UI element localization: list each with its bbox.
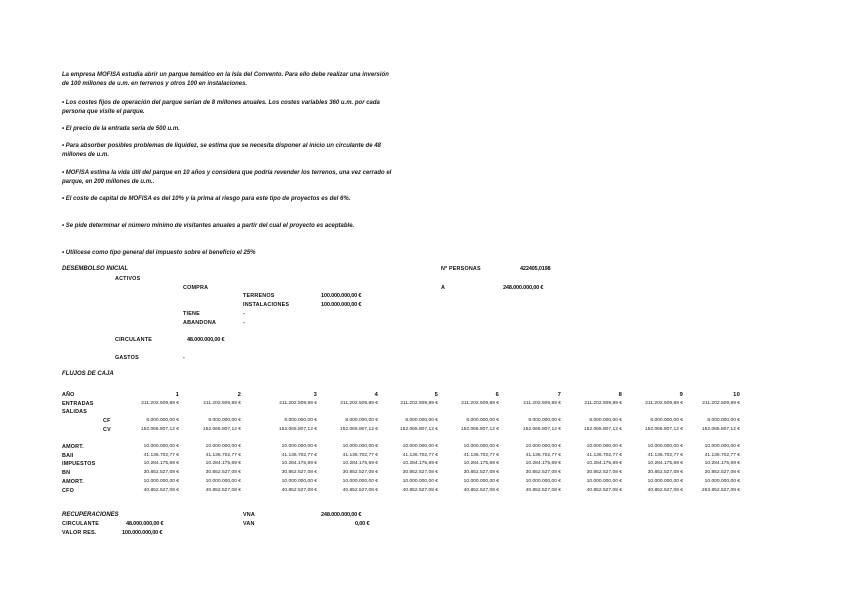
instalaciones-value: 100.000.000,00 € (321, 302, 362, 308)
gastos-label: GASTOS (115, 355, 139, 361)
flow-cell: 41.136.702,77 € (143, 453, 179, 458)
flow-cell: 10.000.000,00 € (704, 444, 740, 449)
tiene-value: - (243, 311, 245, 317)
intro-paragraph-2: • Los costes fijos de operación del parque serían de 8 millones anuales. Los costes variables 360 u.m. por cada persona que visite el parque. (62, 100, 380, 115)
flow-cell: 211.202.509,89 € (279, 401, 317, 406)
flow-cell: 30.852.527,08 € (525, 470, 561, 475)
van-label: VAN (243, 521, 255, 527)
flow-cell: 152.065.807,12 € (522, 427, 561, 432)
flow-cell: 41.136.702,77 € (647, 453, 683, 458)
flow-row-label: AMORT. (62, 444, 84, 450)
rec-circulante-label: CIRCULANTE (62, 521, 100, 527)
recuperaciones-title: RECUPERACIONES (62, 512, 119, 518)
intro-paragraph-8: • Utilícese como tipo general del impuesto sobre el beneficio el 25% (62, 250, 256, 256)
flow-cell: 10.000.000,00 € (463, 479, 499, 484)
flow-cell: 10.284.175,69 € (281, 461, 317, 466)
circulante-value: 48.000.000,00 € (187, 337, 225, 343)
flow-cell: 10.000.000,00 € (342, 479, 378, 484)
personas-label: Nº PERSONAS (441, 266, 481, 272)
flow-cell: 40.852.527,08 € (525, 488, 561, 493)
flow-cell: 10.000.000,00 € (586, 479, 622, 484)
abandona-label: ABANDONA (183, 320, 217, 326)
van-value: 0,00 € (355, 521, 370, 527)
flow-cell: 10.284.175,69 € (586, 461, 622, 466)
flow-cell: 211.202.509,89 € (584, 401, 622, 406)
flow-cell: 40.852.527,08 € (205, 488, 241, 493)
a-label: A (441, 285, 446, 291)
flow-cell: 10.000.000,00 € (463, 444, 499, 449)
a-value: 248.000.000,00 € (503, 285, 544, 291)
flow-cell: 211.202.509,89 € (203, 401, 241, 406)
flow-cell: 40.852.527,08 € (342, 488, 378, 493)
flow-cell: 41.136.702,77 € (281, 453, 317, 458)
flow-cell: 10.284.175,69 € (704, 461, 740, 466)
flow-cell: 152.065.807,12 € (399, 427, 438, 432)
year-header: 5 (434, 392, 438, 398)
flow-cell: 152.065.807,12 € (202, 427, 241, 432)
flow-cell: 211.202.509,89 € (141, 401, 179, 406)
flow-cell: 152.065.807,12 € (644, 427, 683, 432)
flow-cell: 10.284.175,69 € (342, 461, 378, 466)
flow-cell: 10.284.175,69 € (647, 461, 683, 466)
flow-cell: 10.000.000,00 € (647, 479, 683, 484)
circulante-label: CIRCULANTE (115, 337, 153, 343)
flow-cell: 40.852.527,08 € (586, 488, 622, 493)
flow-cell: 152.065.807,12 € (460, 427, 499, 432)
flow-cell: 10.000.000,00 € (342, 444, 378, 449)
flow-cell: 41.136.702,77 € (586, 453, 622, 458)
flow-cell: 8.000.000,00 € (345, 418, 378, 423)
flow-cell: 263.852.527,08 € (701, 488, 740, 493)
instalaciones-label: INSTALACIONES (243, 302, 290, 308)
flow-cell: 10.000.000,00 € (143, 444, 179, 449)
flow-row-label: SALIDAS (62, 409, 88, 415)
vna-value: 248.000.000,00 € (321, 512, 362, 518)
flow-cell: 30.852.527,08 € (704, 470, 740, 475)
flow-cell: 10.000.000,00 € (647, 444, 683, 449)
compra-label: COMPRA (183, 285, 209, 291)
flow-row-label: CFO (62, 488, 74, 494)
flow-row-sublabel: CF (103, 418, 111, 424)
flow-cell: 152.065.807,12 € (701, 427, 740, 432)
flow-cell: 41.136.702,77 € (402, 453, 438, 458)
rec-circulante-value: 48.000.000,00 € (126, 521, 164, 527)
flow-row-label: IMPUESTOS (62, 461, 96, 467)
flow-cell: 211.202.509,89 € (461, 401, 499, 406)
flow-cell: 10.000.000,00 € (525, 444, 561, 449)
flow-cell: 152.065.807,12 € (278, 427, 317, 432)
flow-cell: 8.000.000,00 € (208, 418, 241, 423)
flow-cell: 10.000.000,00 € (143, 479, 179, 484)
flow-cell: 8.000.000,00 € (707, 418, 740, 423)
flow-cell: 152.065.807,12 € (339, 427, 378, 432)
intro-paragraph-1: La empresa MOFISA estudia abrir un parque temático en la Isla del Convento. Para ello debe realizar una inversión de 100 millones de u.m. en terrenos y otros 100 en instalaciones. (62, 72, 389, 87)
flow-cell: 8.000.000,00 € (405, 418, 438, 423)
desembolso-title: DESEMBOLSO INICIAL (62, 266, 129, 272)
flow-cell: 30.852.527,08 € (342, 470, 378, 475)
flow-cell: 40.852.527,08 € (281, 488, 317, 493)
flow-row-label: ENTRADAS (62, 401, 94, 407)
flow-cell: 8.000.000,00 € (284, 418, 317, 423)
gastos-value: - (183, 355, 185, 361)
flow-cell: 10.000.000,00 € (281, 479, 317, 484)
personas-value: 422405,0198 (520, 266, 551, 272)
flow-cell: 40.852.527,08 € (647, 488, 683, 493)
activos-label: ACTIVOS (115, 276, 141, 282)
flow-row-label: BAII (62, 453, 74, 459)
flow-cell: 41.136.702,77 € (704, 453, 740, 458)
flow-cell: 211.202.509,89 € (523, 401, 561, 406)
valor-res-value: 100.000.000,00 € (122, 530, 163, 536)
flow-cell: 8.000.000,00 € (146, 418, 179, 423)
year-header: 4 (374, 392, 378, 398)
flow-cell: 41.136.702,77 € (342, 453, 378, 458)
flow-cell: 30.852.527,08 € (143, 470, 179, 475)
intro-paragraph-3: • El precio de la entrada sería de 500 u.m. (62, 126, 180, 132)
flow-cell: 41.136.702,77 € (525, 453, 561, 458)
flow-cell: 40.852.527,08 € (463, 488, 499, 493)
flow-row-label: BN (62, 470, 71, 476)
terrenos-value: 100.000.000,00 € (321, 293, 362, 299)
flow-cell: 10.000.000,00 € (704, 479, 740, 484)
flow-cell: 211.202.509,89 € (645, 401, 683, 406)
vna-label: VNA (243, 512, 255, 518)
flow-row-sublabel: CV (103, 427, 111, 433)
flow-cell: 41.136.702,77 € (205, 453, 241, 458)
year-header: 2 (237, 392, 241, 398)
flow-row-label: AMORT. (62, 479, 84, 485)
flow-cell: 30.852.527,08 € (586, 470, 622, 475)
flow-cell: 30.852.527,08 € (647, 470, 683, 475)
flow-cell: 40.852.527,08 € (402, 488, 438, 493)
year-header: 1 (175, 392, 179, 398)
flow-cell: 8.000.000,00 € (466, 418, 499, 423)
flow-cell: 30.852.527,08 € (205, 470, 241, 475)
flow-cell: 10.284.175,69 € (402, 461, 438, 466)
year-header: 3 (313, 392, 317, 398)
flow-cell: 10.000.000,00 € (402, 444, 438, 449)
flow-cell: 30.852.527,08 € (281, 470, 317, 475)
flow-cell: 152.065.807,12 € (583, 427, 622, 432)
year-header: 10 (733, 392, 740, 398)
year-header: 8 (618, 392, 622, 398)
year-header: 7 (557, 392, 561, 398)
flow-cell: 30.852.527,08 € (463, 470, 499, 475)
terrenos-label: TERRENOS (243, 293, 275, 299)
year-header-label: AÑO (62, 392, 75, 398)
flow-cell: 152.065.807,12 € (140, 427, 179, 432)
flow-cell: 10.284.175,69 € (463, 461, 499, 466)
year-header: 9 (679, 392, 683, 398)
intro-paragraph-7: • Se pide determinar el número mínimo de visitantes anuales a partir del cual el proyecto es aceptable. (62, 223, 355, 229)
flow-cell: 10.000.000,00 € (205, 444, 241, 449)
year-header: 6 (495, 392, 499, 398)
intro-paragraph-4: • Para absorber posibles problemas de liquidez, se estima que se necesita disponer al inicio un circulante de 48 millones de u.m. (62, 143, 381, 158)
tiene-label: TIENE (183, 311, 200, 317)
flow-cell: 40.852.527,08 € (143, 488, 179, 493)
flow-cell: 10.000.000,00 € (402, 479, 438, 484)
flujos-title: FLUJOS DE CAJA (62, 371, 114, 377)
flow-cell: 211.202.509,89 € (702, 401, 740, 406)
flow-cell: 41.136.702,77 € (463, 453, 499, 458)
flow-cell: 10.284.175,69 € (143, 461, 179, 466)
flow-cell: 211.202.509,89 € (340, 401, 378, 406)
flow-cell: 211.202.509,89 € (400, 401, 438, 406)
flow-cell: 8.000.000,00 € (528, 418, 561, 423)
intro-paragraph-5: • MOFISA estima la vida útil del parque en 10 años y considera que podría revender los terrenos, una vez cerrado el parque, en 200 millones de u.m.. (62, 170, 392, 185)
flow-cell: 10.284.175,69 € (205, 461, 241, 466)
flow-cell: 30.852.527,08 € (402, 470, 438, 475)
flow-cell: 10.000.000,00 € (205, 479, 241, 484)
intro-paragraph-6: • El coste de capital de MOFISA es del 10% y la prima al riesgo para este tipo de proyectos es del 6%. (62, 196, 351, 202)
abandona-value: - (243, 320, 245, 326)
flow-cell: 10.000.000,00 € (281, 444, 317, 449)
valor-res-label: VALOR RES. (62, 530, 97, 536)
flow-cell: 8.000.000,00 € (650, 418, 683, 423)
flow-cell: 10.000.000,00 € (525, 479, 561, 484)
flow-cell: 10.284.175,69 € (525, 461, 561, 466)
flow-cell: 10.000.000,00 € (586, 444, 622, 449)
flow-cell: 8.000.000,00 € (589, 418, 622, 423)
